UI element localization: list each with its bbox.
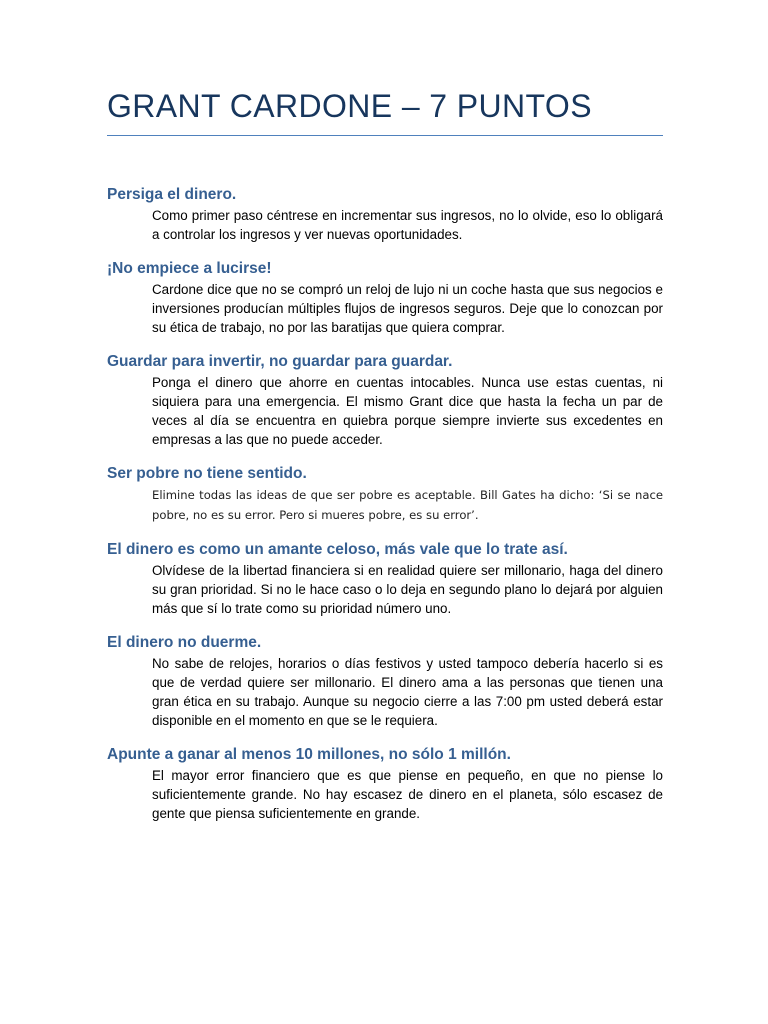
section-heading: Guardar para invertir, no guardar para guardar. [107,353,453,370]
section-body: No sabe de relojes, horarios o días festivos y usted tampoco debería hacerlo si es que de verdad quiere ser millonario. El dinero ama a las personas que tienen una gran ética en su trabajo. Aunque su negocio cierre a las 7:00 pm usted deberá estar disponible en el momento en que se le requiera. [152,656,663,728]
section-amante-celoso [107,539,663,618]
title-divider [107,135,663,136]
document-title: GRANT CARDONE – 7 PUNTOS [107,88,592,124]
section-no-empiece-a-lucirse [107,258,663,337]
section-heading: ¡No empiece a lucirse! [107,260,272,277]
section-guardar-para-invertir [107,351,663,449]
section-body: Cardone dice que no se compró un reloj de lujo ni un coche hasta que sus negocios e inversiones producían múltiples flujos de ingresos seguros. Deje que lo conozcan por su ética de trabajo, no por las baratijas que quiera comprar. [152,282,663,335]
section-persiga-el-dinero [107,184,663,244]
section-body: El mayor error financiero que es que piense en pequeño, en que no piense lo suficientemente grande. No hay escasez de dinero en el planeta, sólo escasez de gente que piensa suficientemente en grande. [152,768,663,821]
section-heading: Persiga el dinero. [107,186,237,203]
section-heading: El dinero no duerme. [107,634,262,651]
section-heading: Apunte a ganar al menos 10 millones, no sólo 1 millón. [107,746,511,763]
section-apunte-a-ganar [107,744,663,823]
section-ser-pobre-no-tiene-sentido [107,463,663,525]
document-content [107,184,663,837]
section-el-dinero-no-duerme [107,632,663,730]
section-heading: Ser pobre no tiene sentido. [107,465,307,482]
section-body: Ponga el dinero que ahorre en cuentas intocables. Nunca use estas cuentas, ni siquiera para una emergencia. El mismo Grant dice que hasta la fecha un par de veces al día se encuentra en quiebra porque siempre invierte sus excedentes en empresas a las que no puede acceder. [152,375,663,447]
section-body: Olvídese de la libertad financiera si en realidad quiere ser millonario, haga del dinero su gran prioridad. Si no le hace caso o lo deja en segundo plano lo dejará por alguien más que sí lo trate como su prioridad número uno. [152,563,663,616]
section-body: Elimine todas las ideas de que ser pobre es aceptable. Bill Gates ha dicho: ‘Si se nace pobre, no es su error. Pero si mueres pobre, es su error’. [152,488,663,522]
section-body: Como primer paso céntrese en incrementar sus ingresos, no lo olvide, eso lo obligará a controlar los ingresos y ver nuevas oportunidades. [152,208,663,242]
section-heading: El dinero es como un amante celoso, más vale que lo trate así. [107,541,568,558]
